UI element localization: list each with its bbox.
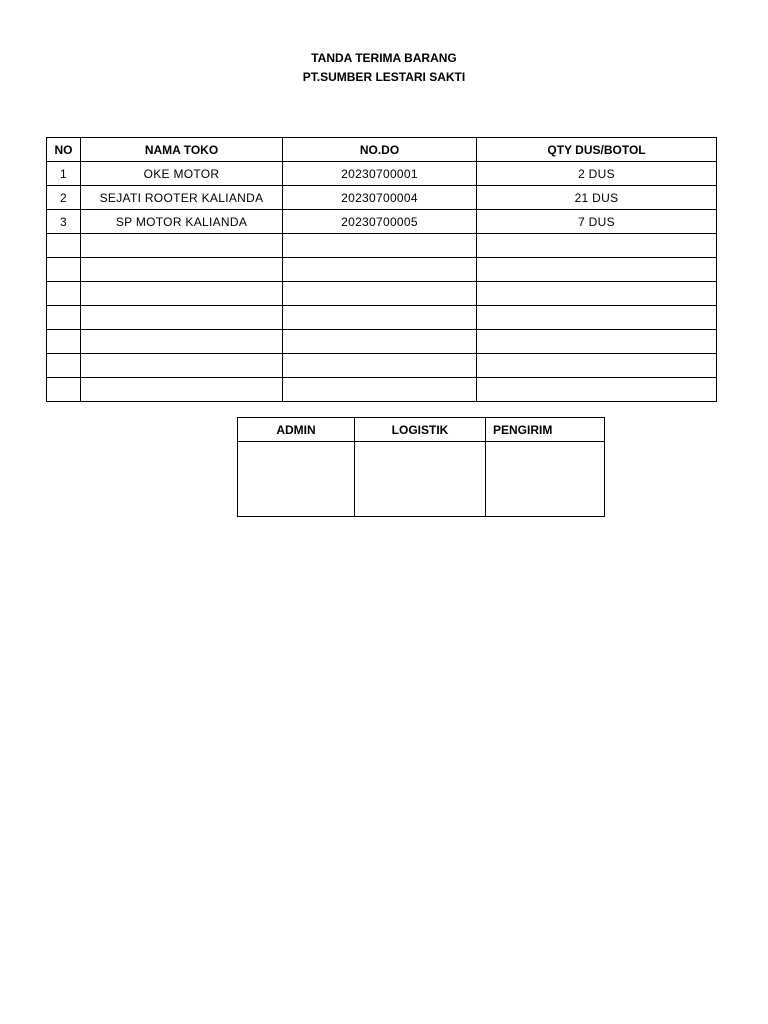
cell-no-do: [283, 234, 477, 258]
table-row: [47, 378, 717, 402]
table-row: [47, 210, 717, 234]
cell-no: 1: [47, 162, 81, 186]
table-row: [47, 330, 717, 354]
signature-box-admin: [238, 442, 355, 517]
document-title: TANDA TERIMA BARANG: [311, 51, 457, 65]
cell-nama-toko: [81, 354, 283, 378]
table-row: [47, 282, 717, 306]
cell-nama-toko: [81, 234, 283, 258]
table-row: [47, 186, 717, 210]
cell-nama-toko: [81, 258, 283, 282]
cell-qty: 21 DUS: [477, 186, 717, 210]
cell-qty: [477, 234, 717, 258]
cell-nama-toko: SEJATI ROOTER KALIANDA: [81, 186, 283, 210]
cell-qty: [477, 282, 717, 306]
cell-no-do: [283, 330, 477, 354]
cell-nama-toko: [81, 330, 283, 354]
cell-no: [47, 354, 81, 378]
cell-no: [47, 306, 81, 330]
cell-no: [47, 378, 81, 402]
cell-no: [47, 330, 81, 354]
column-header-no: NO: [47, 138, 81, 162]
signature-header-admin: ADMIN: [238, 418, 355, 442]
cell-qty: [477, 306, 717, 330]
cell-no: [47, 258, 81, 282]
cell-no-do: 20230700005: [283, 210, 477, 234]
table-row: [47, 234, 717, 258]
table-row: [47, 162, 717, 186]
cell-nama-toko: [81, 378, 283, 402]
cell-no: 2: [47, 186, 81, 210]
signature-header-logistik: LOGISTIK: [355, 418, 486, 442]
cell-qty: [477, 258, 717, 282]
table-header-row: [47, 138, 717, 162]
cell-qty: [477, 378, 717, 402]
signature-box-pengirim: [486, 442, 605, 517]
delivery-table: [46, 137, 717, 402]
cell-no: [47, 282, 81, 306]
company-name: PT.SUMBER LESTARI SAKTI: [302, 70, 466, 84]
cell-no-do: [283, 258, 477, 282]
cell-no: [47, 234, 81, 258]
signature-header-pengirim: PENGIRIM: [486, 418, 605, 442]
cell-qty: [477, 330, 717, 354]
table-row: [47, 258, 717, 282]
cell-no-do: [283, 378, 477, 402]
column-header-no-do: NO.DO: [283, 138, 477, 162]
cell-no-do: 20230700004: [283, 186, 477, 210]
cell-no-do: 20230700001: [283, 162, 477, 186]
cell-nama-toko: [81, 306, 283, 330]
signature-table: [237, 417, 605, 517]
signature-row: [238, 442, 605, 517]
cell-nama-toko: [81, 282, 283, 306]
cell-nama-toko: OKE MOTOR: [81, 162, 283, 186]
cell-no-do: [283, 354, 477, 378]
cell-no-do: [283, 282, 477, 306]
signature-box-logistik: [355, 442, 486, 517]
cell-qty: 7 DUS: [477, 210, 717, 234]
document-header: [0, 49, 768, 87]
table-row: [47, 354, 717, 378]
cell-no-do: [283, 306, 477, 330]
column-header-nama-toko: NAMA TOKO: [81, 138, 283, 162]
cell-nama-toko: SP MOTOR KALIANDA: [81, 210, 283, 234]
cell-qty: [477, 354, 717, 378]
column-header-qty: QTY DUS/BOTOL: [477, 138, 717, 162]
cell-qty: 2 DUS: [477, 162, 717, 186]
cell-no: 3: [47, 210, 81, 234]
table-row: [47, 306, 717, 330]
signature-header-row: [238, 418, 605, 442]
